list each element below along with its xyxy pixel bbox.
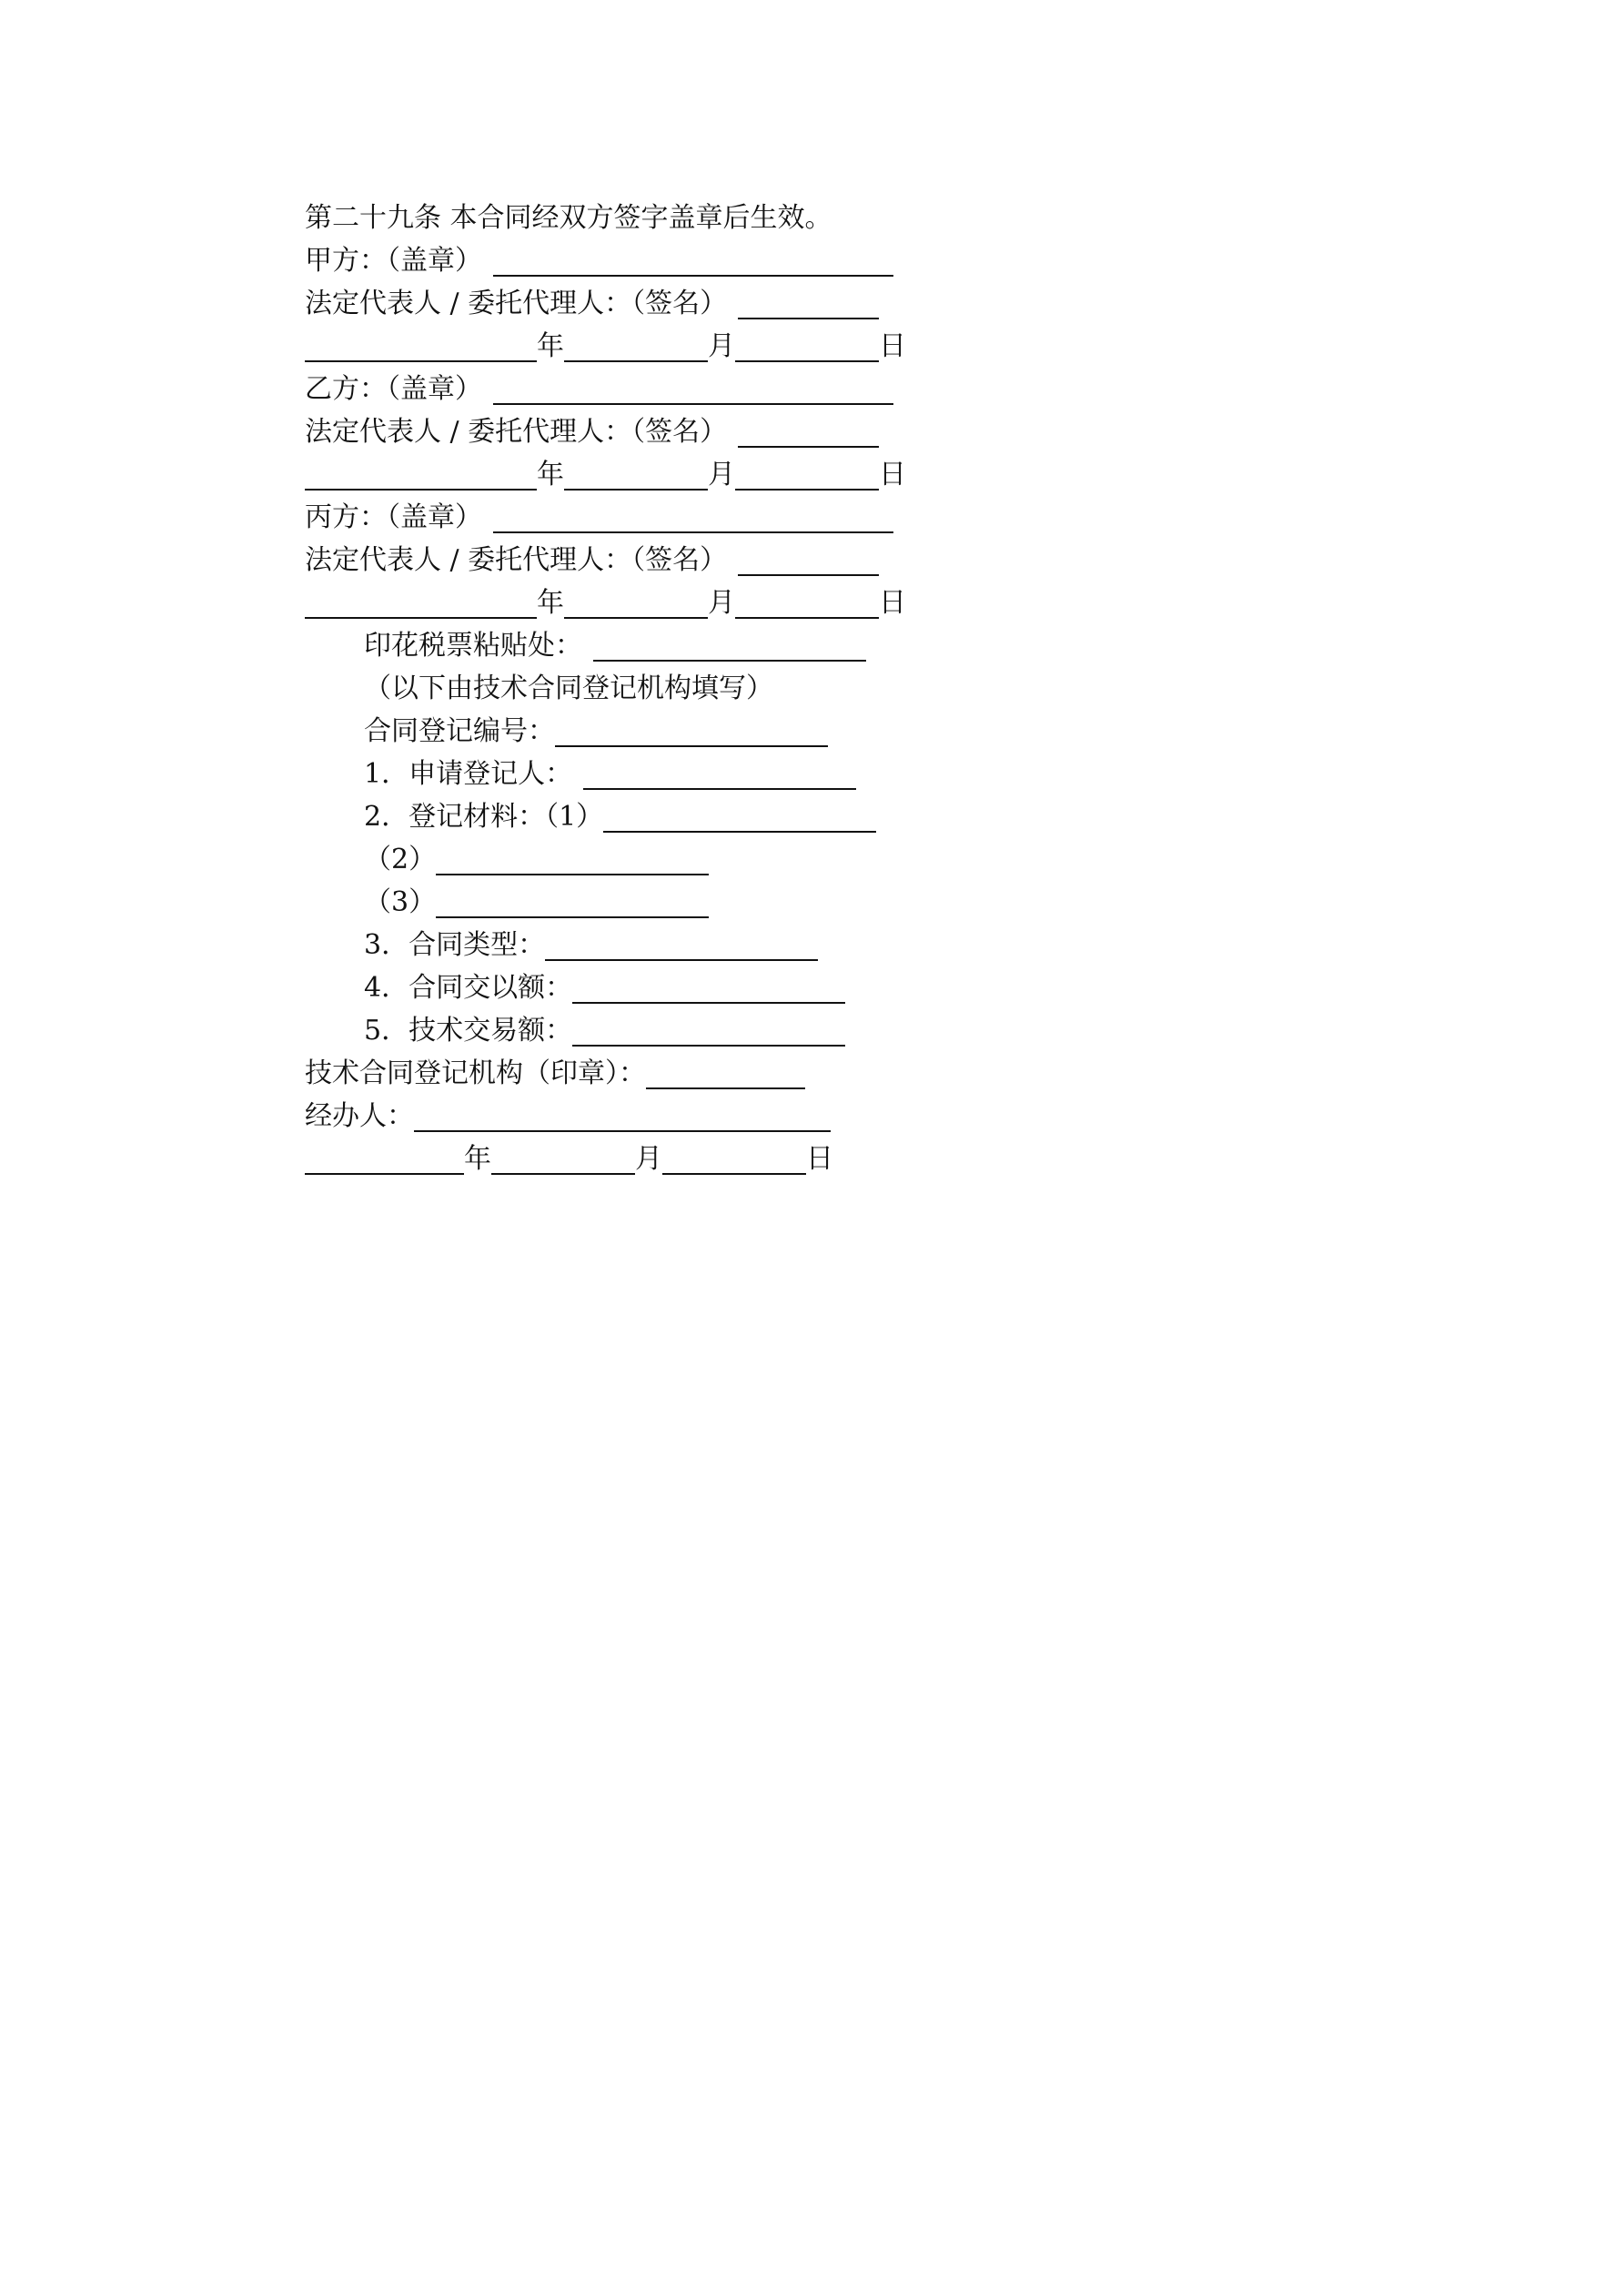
- item2-2-line: [305, 838, 1306, 881]
- handler-field[interactable]: [414, 1097, 831, 1132]
- item5-line: [305, 1009, 1306, 1052]
- party-b-rep-label: 法定代表人 / 委托代理人：（签名）: [305, 416, 728, 448]
- applicant-field[interactable]: [583, 755, 856, 790]
- party-c-month-field[interactable]: [564, 584, 708, 619]
- party-b-date-line: [305, 453, 1306, 496]
- party-c-rep-line: [305, 539, 1306, 582]
- article-29-text: 第二十九条 本合同经双方签字盖章后生效。: [305, 202, 832, 234]
- day-label: 日: [879, 587, 906, 619]
- registry-org-line: [305, 1052, 1306, 1095]
- party-a-seal-field[interactable]: [493, 242, 893, 277]
- party-c-rep-field[interactable]: [738, 541, 879, 576]
- article-29-line: [305, 197, 1306, 239]
- materials-3-field[interactable]: [436, 884, 709, 918]
- stamp-tax-line: [305, 624, 1306, 667]
- materials-label: 2．登记材料：（1）: [364, 801, 604, 833]
- materials-2-field[interactable]: [436, 841, 709, 875]
- party-c-date-line: [305, 582, 1306, 624]
- contract-amount-label: 4．合同交以额：: [364, 972, 573, 1004]
- month-label: 月: [708, 587, 735, 619]
- applicant-label: 1．申请登记人：: [364, 758, 573, 790]
- party-b-seal-label: 乙方：（盖章）: [305, 373, 482, 405]
- party-a-rep-field[interactable]: [738, 285, 879, 319]
- registry-note-line: [305, 667, 1306, 710]
- party-c-year-field[interactable]: [305, 584, 537, 619]
- year-label: 年: [464, 1143, 491, 1175]
- item1-line: [305, 753, 1306, 795]
- party-a-year-field[interactable]: [305, 328, 537, 362]
- party-c-seal-line: [305, 496, 1306, 539]
- party-c-seal-field[interactable]: [493, 499, 893, 533]
- party-c-seal-label: 丙方：（盖章）: [305, 501, 482, 533]
- year-label: 年: [537, 459, 564, 491]
- party-a-month-field[interactable]: [564, 328, 708, 362]
- party-b-rep-field[interactable]: [738, 413, 879, 448]
- final-day-field[interactable]: [662, 1140, 806, 1175]
- contract-signature-section: [305, 197, 1306, 1180]
- contract-type-field[interactable]: [545, 926, 818, 961]
- contract-type-label: 3．合同类型：: [364, 929, 546, 961]
- registry-number-field[interactable]: [555, 713, 828, 747]
- month-label: 月: [635, 1143, 662, 1175]
- item2-line: [305, 795, 1306, 838]
- registry-org-field[interactable]: [646, 1055, 805, 1089]
- party-a-seal-line: [305, 239, 1306, 282]
- party-b-seal-field[interactable]: [493, 370, 893, 405]
- materials-3-label: （3）: [364, 886, 437, 918]
- year-label: 年: [537, 587, 564, 619]
- stamp-tax-label: 印花税票粘贴处：: [364, 630, 582, 662]
- party-a-day-field[interactable]: [735, 328, 879, 362]
- contract-amount-field[interactable]: [572, 969, 845, 1004]
- party-b-month-field[interactable]: [564, 456, 708, 491]
- party-a-date-line: [305, 325, 1306, 368]
- item4-line: [305, 966, 1306, 1009]
- tech-amount-field[interactable]: [572, 1012, 845, 1047]
- party-a-rep-label: 法定代表人 / 委托代理人：（签名）: [305, 288, 728, 319]
- month-label: 月: [708, 330, 735, 362]
- registry-org-label: 技术合同登记机构（印章）：: [305, 1057, 646, 1089]
- party-b-seal-line: [305, 368, 1306, 410]
- month-label: 月: [708, 459, 735, 491]
- registry-number-label: 合同登记编号：: [364, 715, 555, 747]
- year-label: 年: [537, 330, 564, 362]
- materials-2-label: （2）: [364, 844, 437, 875]
- tech-amount-label: 5．技术交易额：: [364, 1015, 573, 1047]
- registry-number-line: [305, 710, 1306, 753]
- final-year-field[interactable]: [305, 1140, 464, 1175]
- item3-line: [305, 924, 1306, 966]
- day-label: 日: [879, 459, 906, 491]
- party-a-seal-label: 甲方：（盖章）: [305, 245, 482, 277]
- final-month-field[interactable]: [491, 1140, 635, 1175]
- registry-note-text: （以下由技术合同登记机构填写）: [364, 673, 773, 704]
- party-c-day-field[interactable]: [735, 584, 879, 619]
- day-label: 日: [806, 1143, 833, 1175]
- party-b-day-field[interactable]: [735, 456, 879, 491]
- day-label: 日: [879, 330, 906, 362]
- handler-line: [305, 1095, 1306, 1138]
- party-b-year-field[interactable]: [305, 456, 537, 491]
- party-a-rep-line: [305, 282, 1306, 325]
- stamp-tax-field[interactable]: [593, 627, 866, 662]
- handler-label: 经办人：: [305, 1100, 414, 1132]
- materials-1-field[interactable]: [603, 798, 876, 833]
- item2-3-line: [305, 881, 1306, 924]
- party-c-rep-label: 法定代表人 / 委托代理人：（签名）: [305, 544, 728, 576]
- final-date-line: [305, 1138, 1306, 1180]
- party-b-rep-line: [305, 410, 1306, 453]
